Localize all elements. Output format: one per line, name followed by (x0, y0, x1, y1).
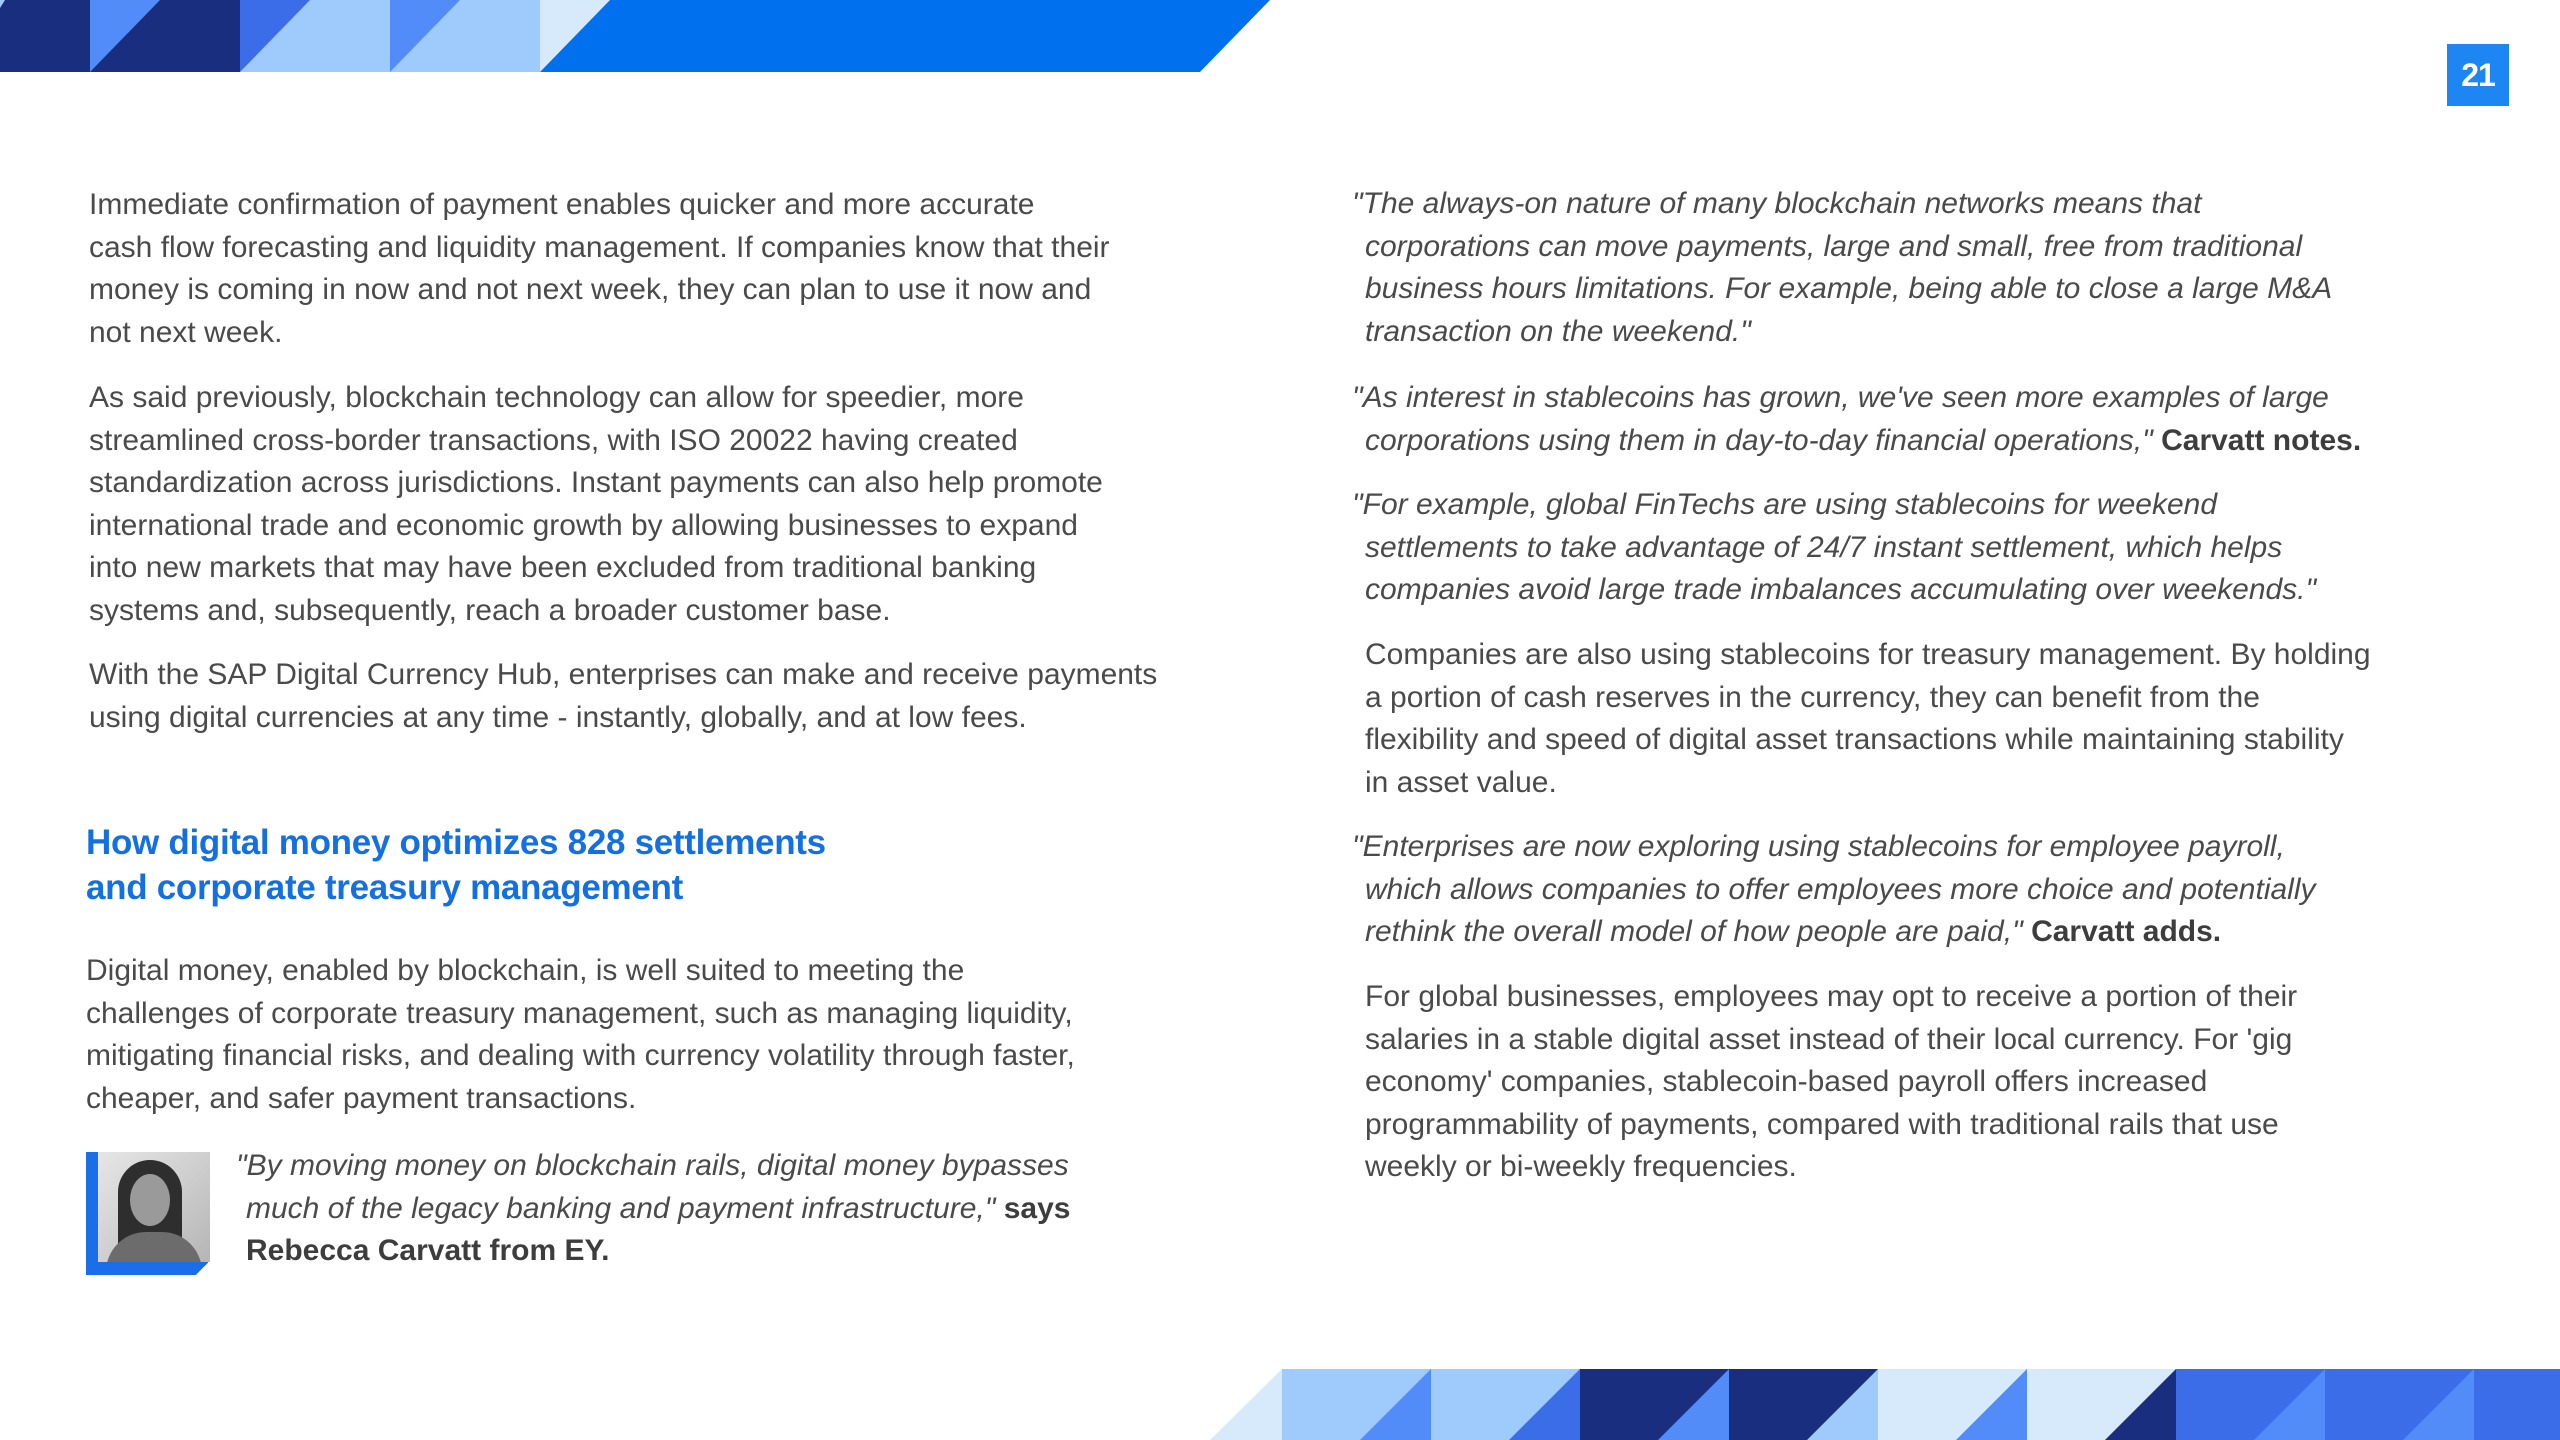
avatar (98, 1152, 210, 1262)
top-decorative-banner (0, 0, 1280, 73)
paragraph-payment-confirmation: Immediate confirmation of payment enables quicker and more accurate cash flow forecasting and liquidity management. If companies know that their money is coming in now and not next week, they can plan to use it now and not next week. (89, 188, 1110, 349)
quote-stablecoin-interest: "As interest in stablecoins has grown, we've seen more examples of large corporations using them in day-to-day financial operations," Carvatt notes. (1352, 381, 2362, 457)
quote-payroll: "Enterprises are now exploring using stablecoins for employee payroll, which allows companies to offer employees more choice and potentially rethink the overall model of how people are paid," Carvatt adds. (1352, 830, 2316, 949)
paragraph-digital-money: Digital money, enabled by blockchain, is well suited to meeting the challenges of corporate treasury management, such as managing liquidity, mitigating financial risks, and dealing with currency volatility through faster, cheaper, and safer payment transactions. (86, 954, 1075, 1115)
quote-attribution-adds: Carvatt adds. (2031, 915, 2222, 949)
quote-attribution-says: says (1003, 1191, 1071, 1225)
quote-attribution-name: Rebecca Carvatt from EY. (246, 1234, 610, 1268)
pull-quote: "By moving money on blockchain rails, digital money bypasses much of the legacy banking and payment infrastructure," says Rebecca Carvatt from EY. (236, 1145, 1070, 1273)
page-number-badge: 21 (2447, 44, 2509, 106)
avatar-face (130, 1174, 170, 1226)
paragraph-treasury-management: Companies are also using stablecoins for treasury management. By holding a portion of cash reserves in the currency, they can benefit from the flexibility and speed of digital asset transactions while maintaining stability in asset value. (1365, 638, 2371, 799)
quote-always-on: "The always-on nature of many blockchain networks means that corporations can move payments, large and small, free from traditional business hours limitations. For example, being able to close a large M&A transaction on the weekend." (1352, 187, 2333, 348)
quote-fintechs: "For example, global FinTechs are using stablecoins for weekend settlements to take advantage of 24/7 instant settlement, which helps companies avoid large trade imbalances accumulating over weekends." (1352, 488, 2317, 607)
quote-attribution-notes: Carvatt notes. (2161, 423, 2362, 457)
paragraph-sap-hub: With the SAP Digital Currency Hub, enterprises can make and receive payments using digital currencies at any time - instantly, globally, and at low fees. (89, 658, 1158, 734)
section-heading: How digital money optimizes 828 settlements and corporate treasury management (86, 823, 826, 907)
bottom-decorative-banner (0, 1369, 2560, 1440)
paragraph-cross-border: As said previously, blockchain technology can allow for speedier, more streamlined cross-border transactions, with ISO 20022 having created standardization across jurisdictions. Instant payments can also help promote international trade and economic growth by allowing businesses to expand into new markets that may have been excluded from traditional banking systems and, subsequently, reach a broader customer base. (89, 381, 1103, 627)
paragraph-global-payroll: For global businesses, employees may opt to receive a portion of their salaries in a stable digital asset instead of their local currency. For 'gig economy' companies, stablecoin-based payroll offers increased programmability of payments, compared with traditional rails that use weekly or bi-weekly frequencies. (1365, 980, 2298, 1184)
